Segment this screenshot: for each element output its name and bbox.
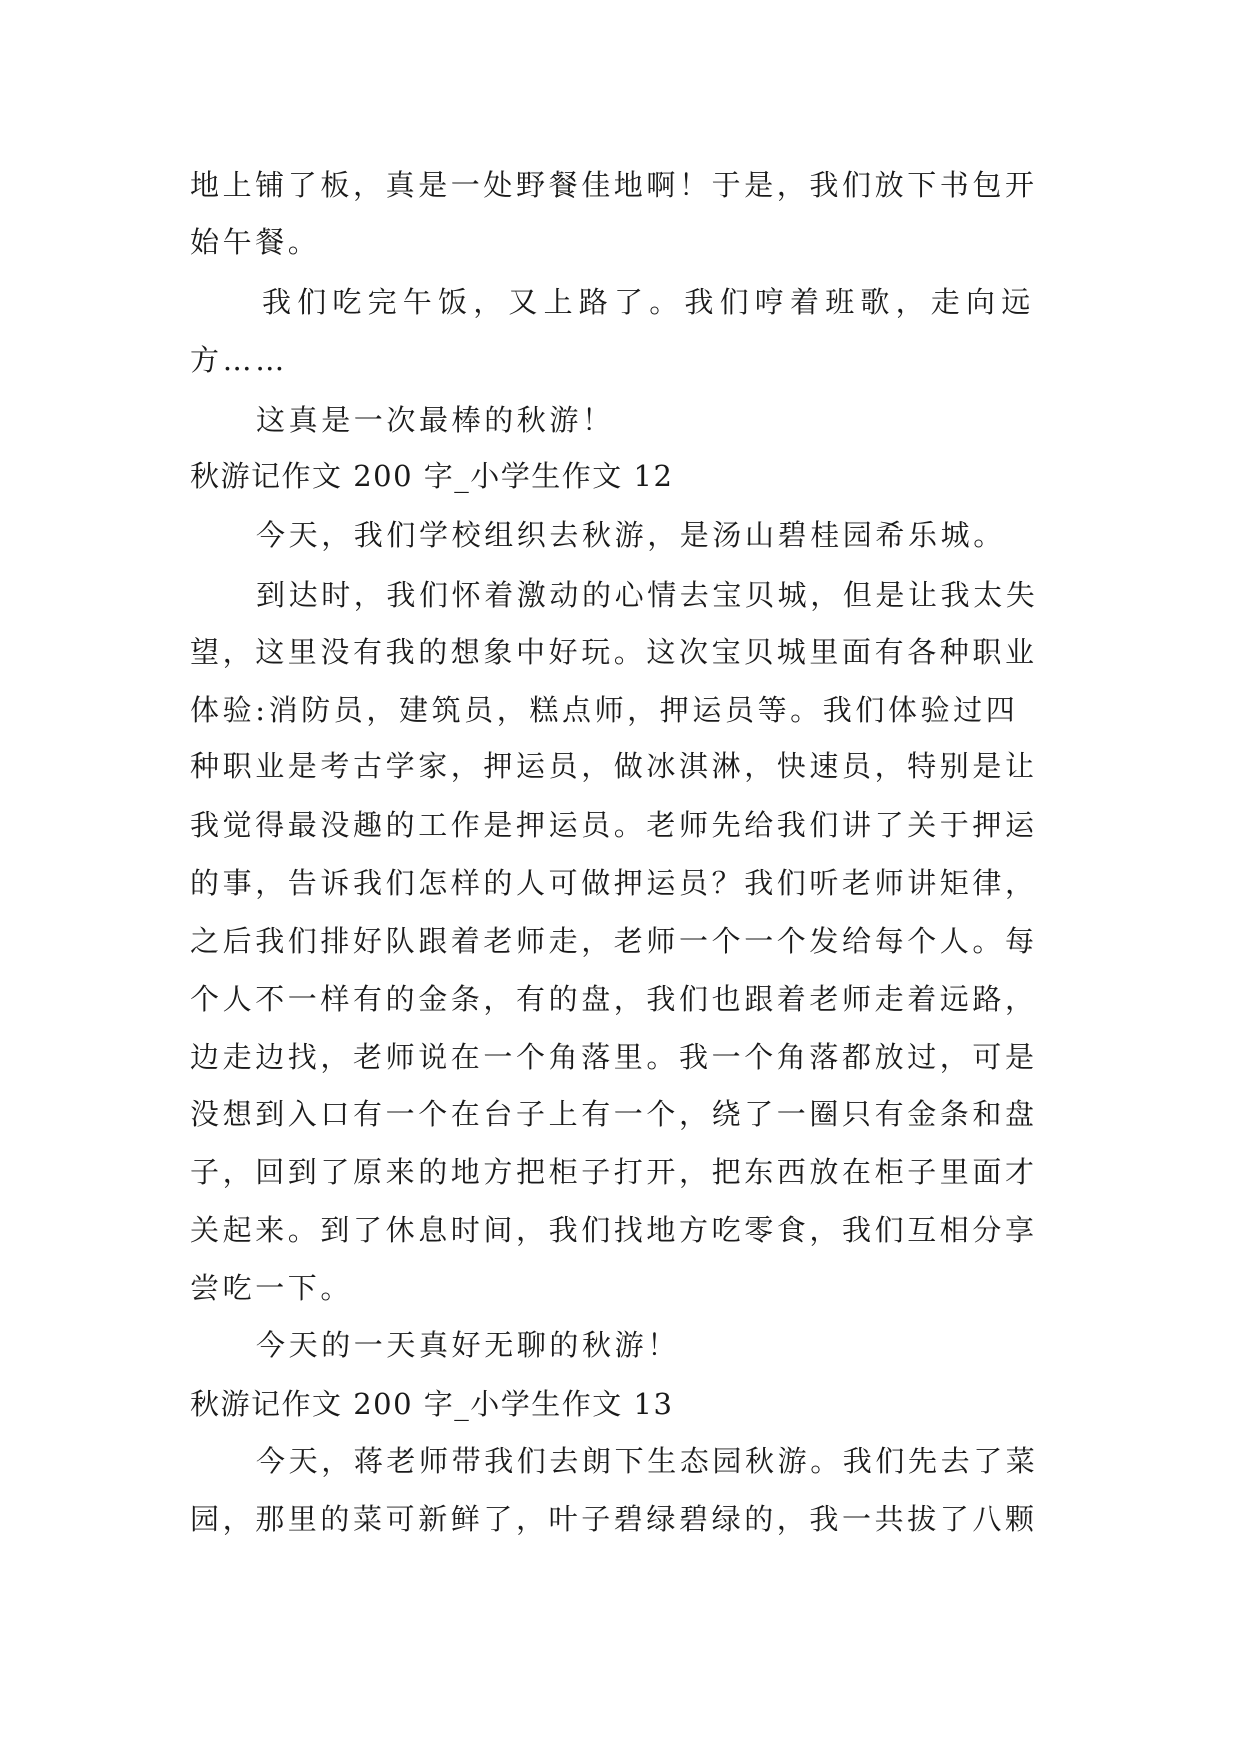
body-text-line: 的事，告诉我们怎样的人可做押运员？我们听老师讲矩律， (190, 866, 1038, 900)
paragraph-first-line: 今天，我们学校组织去秋游，是汤山碧桂园希乐城。 (256, 518, 1006, 552)
body-text-line: 子，回到了原来的地方把柜子打开，把东西放在柜子里面才 (190, 1155, 1038, 1189)
paragraph-first-line: 我们吃完午饭，又上路了。我们哼着班歌，走向远 (262, 285, 1037, 319)
section-heading: 秋游记作文 200 字_小学生作文 13 (190, 1387, 674, 1421)
body-text-line: 园，那里的菜可新鲜了，叶子碧绿碧绿的，我一共拔了八颗 (190, 1502, 1038, 1536)
paragraph-first-line: 今天，蒋老师带我们去朗下生态园秋游。我们先去了菜 (256, 1444, 1039, 1478)
body-text-line: 始午餐。 (190, 225, 321, 259)
body-text-line: 望，这里没有我的想象中好玩。这次宝贝城里面有各种职业 (190, 635, 1038, 669)
body-text-line: 我觉得最没趣的工作是押运员。老师先给我们讲了关于押运 (190, 808, 1038, 842)
body-text-line: 尝吃一下。 (190, 1271, 354, 1305)
body-text-line: 边走边找，老师说在一个角落里。我一个角落都放过，可是 (190, 1040, 1038, 1074)
paragraph-first-line: 到达时，我们怀着激动的心情去宝贝城，但是让我太失 (256, 578, 1039, 612)
body-text-line: 体验:消防员，建筑员，糕点师，押运员等。我们体验过四 (190, 693, 1019, 727)
paragraph-first-line: 这真是一次最棒的秋游！ (256, 403, 615, 437)
body-text-line: 之后我们排好队跟着老师走，老师一个一个发给每个人。每 (190, 924, 1038, 958)
body-text-line: 没想到入口有一个在台子上有一个，绕了一圈只有金条和盘 (190, 1097, 1038, 1131)
body-text-line: 关起来。到了休息时间，我们找地方吃零食，我们互相分享 (190, 1213, 1038, 1247)
section-heading: 秋游记作文 200 字_小学生作文 12 (190, 459, 674, 493)
body-text-line: 方…… (190, 343, 288, 377)
body-text-line: 种职业是考古学家，押运员，做冰淇淋，快速员，特别是让 (190, 749, 1038, 783)
body-text-line: 个人不一样有的金条，有的盘，我们也跟着老师走着远路， (190, 982, 1038, 1016)
paragraph-first-line: 今天的一天真好无聊的秋游！ (256, 1328, 680, 1362)
body-text-line: 地上铺了板，真是一处野餐佳地啊！于是，我们放下书包开 (190, 168, 1038, 202)
